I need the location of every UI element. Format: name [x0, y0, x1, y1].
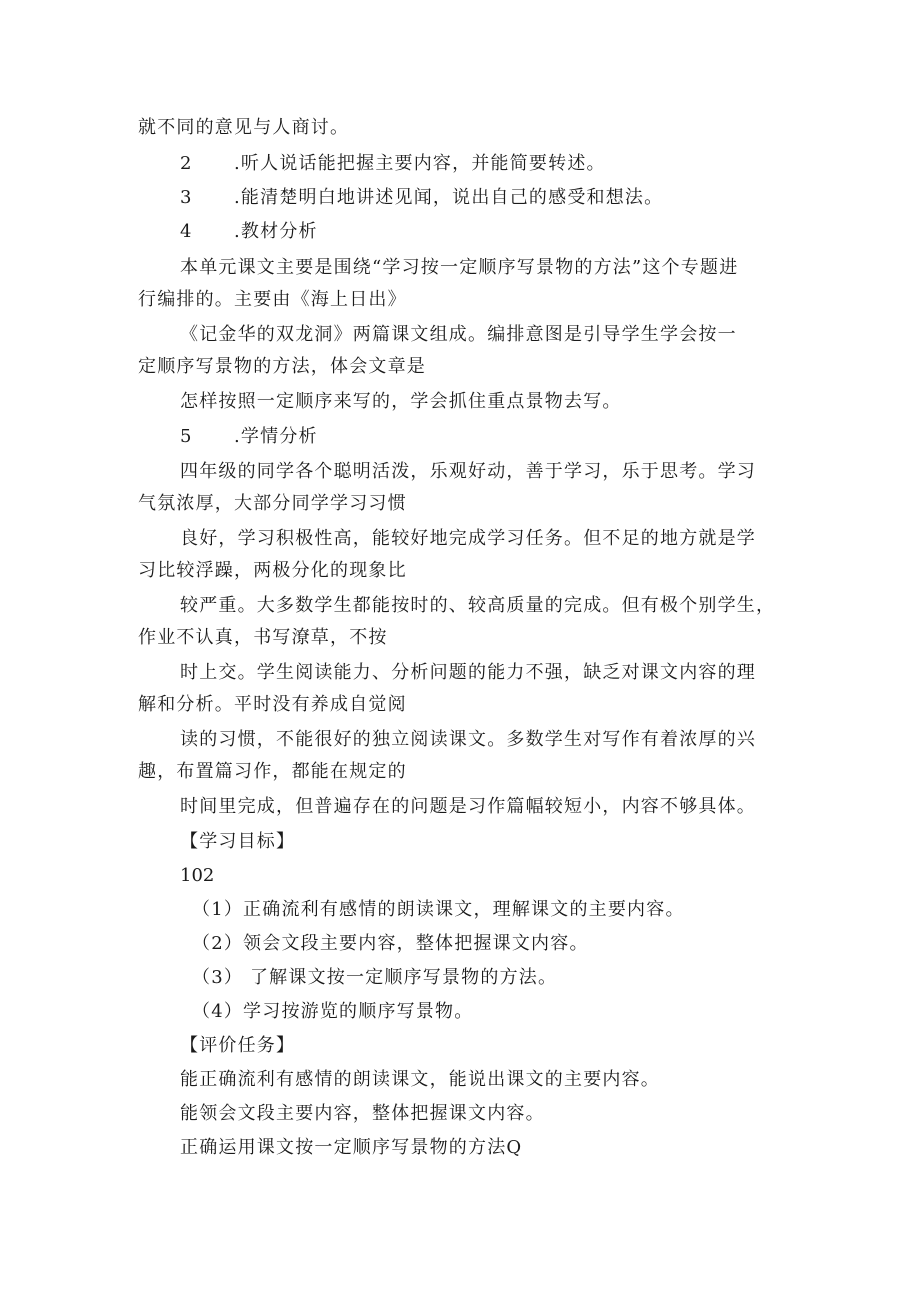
- list-item: （3） 了解课文按一定顺序写景物的方法。: [192, 967, 558, 988]
- list-number: 3: [180, 187, 192, 208]
- text-line: 行编排的。主要由《海上日出》: [138, 289, 407, 310]
- list-number: 4: [180, 221, 192, 242]
- text-line: 《记金华的双龙洞》两篇课文组成。编排意图是引导学生学会按一: [180, 324, 737, 345]
- text-line: 作业不认真，书写潦草，不按: [138, 627, 388, 648]
- list-item: （1）正确流利有感情的朗读课文，理解课文的主要内容。: [192, 899, 685, 920]
- list-number: 2: [180, 153, 192, 174]
- list-item: （2）领会文段主要内容，整体把握课文内容。: [192, 933, 589, 954]
- text-line: 就不同的意见与人商讨。: [138, 117, 350, 138]
- text-line: 四年级的同学各个聪明活泼，乐观好动，善于学习，乐于思考。学习: [180, 461, 756, 482]
- section-heading: .学情分析: [234, 426, 318, 447]
- text-line: 习比较浮躁，两极分化的现象比: [138, 560, 407, 581]
- list-number: 5: [180, 426, 192, 447]
- text-line: 本单元课文主要是围绕“学习按一定顺序写景物的方法”这个专题进: [180, 257, 739, 278]
- text-line: 趣，布置篇习作，都能在规定的: [138, 761, 407, 782]
- text-line: 正确运用课文按一定顺序写景物的方法Q: [180, 1137, 523, 1158]
- list-item-text: .听人说话能把握主要内容，并能简要转述。: [234, 153, 606, 174]
- text-line: 能正确流利有感情的朗读课文，能说出课文的主要内容。: [180, 1069, 660, 1090]
- text-line: 能领会文段主要内容，整体把握课文内容。: [180, 1103, 545, 1124]
- text-line: 读的习惯，不能很好的独立阅读课文。多数学生对写作有着浓厚的兴: [180, 729, 756, 750]
- text-line: 102: [180, 865, 215, 886]
- text-line: 定顺序写景物的方法，体会文章是: [138, 356, 426, 377]
- text-line: 解和分析。平时没有养成自觉阅: [138, 694, 407, 715]
- list-item-text: .能清楚明白地讲述见闻，说出自己的感受和想法。: [234, 187, 664, 208]
- section-heading: 【学习目标】: [180, 831, 296, 852]
- text-line: 怎样按照一定顺序来写的，学会抓住重点景物去写。: [180, 391, 622, 412]
- text-line: 时间里完成，但普遍存在的问题是习作篇幅较短小，内容不够具体。: [180, 796, 756, 817]
- text-line: 时上交。学生阅读能力、分析问题的能力不强，缺乏对课文内容的理: [180, 662, 756, 683]
- section-heading: .教材分析: [234, 221, 318, 242]
- text-line: 较严重。大多数学生都能按时的、较高质量的完成。但有极个别学生，: [180, 595, 776, 616]
- section-heading: 【评价任务】: [180, 1035, 296, 1056]
- text-line: 气氛浓厚，大部分同学学习习惯: [138, 493, 407, 514]
- text-line: 良好，学习积极性高，能较好地完成学习任务。但不足的地方就是学: [180, 528, 756, 549]
- list-item: （4）学习按游览的顺序写景物。: [192, 1001, 474, 1022]
